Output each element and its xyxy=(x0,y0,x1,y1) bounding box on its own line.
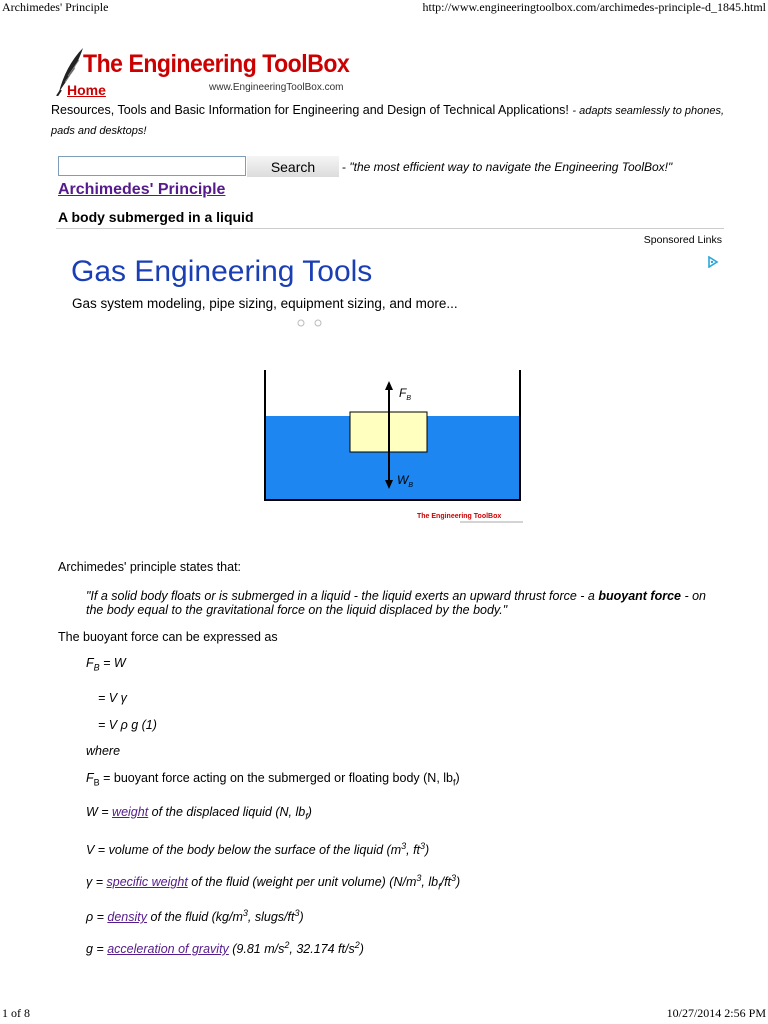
weight-link[interactable]: weight xyxy=(112,805,149,819)
definition-fb: $F_B$ = buoyant force acting on the submerged or floating body (N, $lb_f$) xyxy=(86,771,460,788)
equation-line-1: $F_B = W$ xyxy=(86,656,126,673)
search-hint-text: "the most efficient way to navigate the Engineering ToolBox!" xyxy=(349,160,673,174)
definition-rho: ρ = density of the fluid ($kg/m^3$, slugs/$ft^3$) xyxy=(86,908,304,925)
specific-weight-link[interactable]: specific weight xyxy=(106,875,188,890)
density-link[interactable]: density xyxy=(107,910,148,925)
search-button[interactable]: Search xyxy=(247,156,339,177)
print-page-number: 1 of 8 xyxy=(2,1006,30,1020)
ad-description[interactable]: Gas system modeling, pipe sizing, equipment sizing, and more... xyxy=(72,296,458,311)
intro-text: Archimedes' principle states that: xyxy=(58,560,242,574)
sponsored-links-label: Sponsored Links xyxy=(643,234,722,246)
equation-line-3: = V ρ g (1) xyxy=(98,718,157,732)
print-page-title: Archimedes' Principle xyxy=(2,0,109,14)
ad-title[interactable]: Gas Engineering Tools xyxy=(71,255,373,288)
label-wb: $W_B$ xyxy=(397,473,413,489)
logo-text: The Engineering ToolBox xyxy=(83,50,350,78)
print-page-url: http://www.engineeringtoolbox.com/archimedes-principle-d_1845.html xyxy=(422,0,766,14)
search-hint-prefix: - xyxy=(342,160,350,174)
home-link[interactable]: Home xyxy=(67,82,106,98)
ad-choices-icon[interactable] xyxy=(707,256,719,268)
print-date: 10/27/2014 2:56 PM xyxy=(666,1006,766,1020)
definition-v: V = volume of the body below the surface of the liquid ($m^3$, $ft^3$) xyxy=(86,841,430,858)
where-label: where xyxy=(86,744,121,758)
buoyant-force-term: buoyant force xyxy=(598,589,681,603)
equation-line-2: = V γ xyxy=(98,691,127,705)
ad-pager-dots[interactable] xyxy=(296,318,326,328)
archimedes-diagram xyxy=(255,365,530,530)
site-tagline xyxy=(51,101,731,141)
diagram-watermark: The Engineering ToolBox xyxy=(417,513,502,520)
definition-gamma: γ = specific weight of the fluid (weight per unit volume) ($N/m^3$, $lb_f/ft^3$) xyxy=(86,873,461,892)
search-input[interactable] xyxy=(58,156,246,176)
logo-url: www.EngineeringToolBox.com xyxy=(209,82,344,93)
buoyant-arrow xyxy=(385,381,393,390)
definition-w: W = weight of the displaced liquid (N, $lb_f$) xyxy=(86,805,312,822)
definition-g: g = acceleration of gravity (9.81 $m/s^2$, 32.174 $ft/s^2$) xyxy=(86,940,364,957)
principle-quote: "If a solid body floats or is submerged in a liquid - the liquid exerts an upward thrust force - a buoyant force - on the body equal to the gravitational force on the liquid displaced by the body." xyxy=(86,589,707,617)
acceleration-of-gravity-link[interactable]: acceleration of gravity xyxy=(107,942,229,957)
expressed-text: The buoyant force can be expressed as xyxy=(58,630,278,644)
page-title[interactable]: Archimedes' Principle xyxy=(58,181,226,198)
page-subtitle: A body submerged in a liquid xyxy=(58,209,254,225)
search-hint xyxy=(342,160,672,174)
tagline-extra: - adapts seamlessly to phones, pads and desktops! xyxy=(51,105,725,137)
tagline-main: Resources, Tools and Basic Information for Engineering and Design of Technical Applications! xyxy=(51,103,569,117)
divider xyxy=(56,228,724,229)
label-fb: $F_B$ xyxy=(399,386,412,402)
